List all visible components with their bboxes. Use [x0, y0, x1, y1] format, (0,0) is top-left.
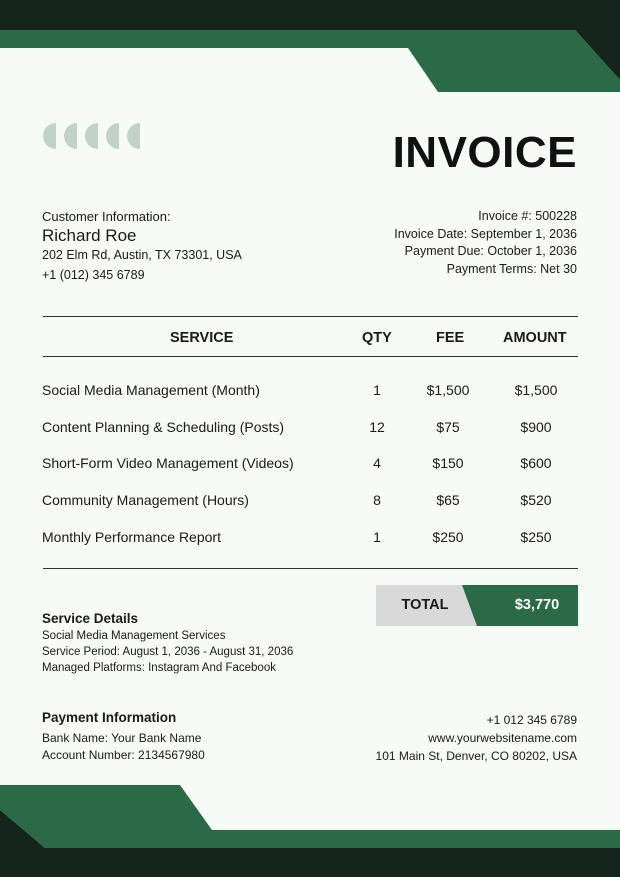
table-row — [42, 455, 578, 475]
table-top-rule — [43, 316, 578, 317]
bottom-green-band — [0, 785, 620, 848]
header-fee: FEE — [436, 330, 465, 346]
payment-info-title: Payment Information — [42, 710, 177, 725]
bottom-dark-band — [0, 848, 620, 877]
contact-address: 101 Main St, Denver, CO 80202, USA — [375, 749, 577, 763]
total-value: $3,770 — [514, 597, 560, 613]
invoice-number: Invoice #: 500228 — [478, 209, 577, 223]
table-row — [42, 419, 578, 439]
logo-mark — [42, 122, 142, 150]
top-green-band — [0, 30, 620, 92]
table-row — [42, 529, 578, 549]
table-row — [42, 382, 578, 402]
row-fee: $75 — [436, 419, 460, 435]
row-amount: $520 — [520, 492, 552, 508]
header-qty: QTY — [362, 330, 392, 346]
row-qty: 1 — [373, 382, 381, 398]
row-qty: 8 — [373, 492, 381, 508]
row-service: Monthly Performance Report — [42, 529, 221, 545]
service-details-line: Social Media Management Services — [42, 630, 226, 642]
invoice-date: Invoice Date: September 1, 2036 — [394, 227, 577, 241]
contact-website: www.yourwebsitename.com — [428, 731, 577, 745]
table-bottom-rule — [43, 568, 578, 569]
customer-info-label: Customer Information: — [42, 209, 171, 224]
header-service: SERVICE — [170, 330, 234, 346]
row-amount: $1,500 — [514, 382, 558, 398]
row-amount: $600 — [520, 455, 552, 471]
row-fee: $150 — [432, 455, 464, 471]
row-service: Social Media Management (Month) — [42, 382, 260, 398]
row-service: Community Management (Hours) — [42, 492, 249, 508]
row-fee: $1,500 — [426, 382, 470, 398]
row-amount: $900 — [520, 419, 552, 435]
contact-phone: +1 012 345 6789 — [486, 713, 577, 727]
customer-name: Richard Roe — [42, 226, 137, 245]
table-header-rule — [43, 356, 578, 357]
top-dark-band — [0, 0, 620, 30]
header-amount: AMOUNT — [503, 330, 567, 346]
row-fee: $250 — [432, 529, 464, 545]
bank-name: Bank Name: Your Bank Name — [42, 731, 202, 745]
row-service: Short-Form Video Management (Videos) — [42, 455, 294, 471]
customer-phone: +1 (012) 345 6789 — [42, 268, 145, 282]
service-details-line: Service Period: August 1, 2036 - August 31, 2036 — [42, 646, 294, 658]
payment-due: Payment Due: October 1, 2036 — [404, 244, 577, 258]
row-qty: 12 — [369, 419, 385, 435]
invoice-title: INVOICE — [392, 128, 577, 177]
total-label: TOTAL — [401, 597, 449, 613]
row-qty: 4 — [373, 455, 381, 471]
payment-terms: Payment Terms: Net 30 — [446, 262, 577, 276]
account-number: Account Number: 2134567980 — [42, 748, 205, 762]
row-qty: 1 — [373, 529, 381, 545]
row-fee: $65 — [436, 492, 460, 508]
row-service: Content Planning & Scheduling (Posts) — [42, 419, 285, 435]
service-details-line: Managed Platforms: Instagram And Facebook — [42, 662, 276, 674]
table-row — [42, 492, 578, 512]
customer-address: 202 Elm Rd, Austin, TX 73301, USA — [42, 248, 242, 262]
row-amount: $250 — [520, 529, 552, 545]
service-details-title: Service Details — [42, 611, 139, 626]
